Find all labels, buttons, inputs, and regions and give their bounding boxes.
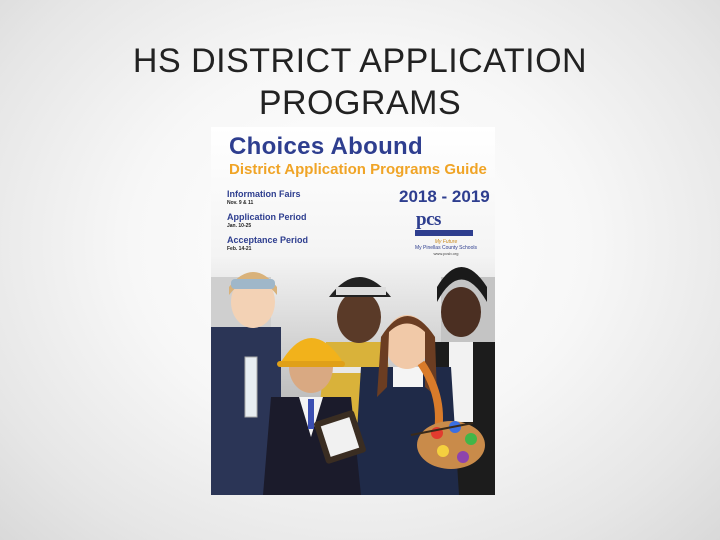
- school-year: 2018 - 2019: [399, 187, 490, 206]
- info-fairs-label: Information Fairs: [227, 189, 301, 199]
- tagline-small: My Future: [434, 239, 458, 245]
- cover-title: Choices Abound: [229, 133, 423, 160]
- acceptance-period-label: Acceptance Period: [227, 235, 309, 245]
- guide-cover-image: [211, 127, 495, 495]
- slide-title: HS DISTRICT APPLICATION PROGRAMS: [132, 42, 588, 122]
- info-fairs-block: [227, 189, 301, 206]
- pcs-logo: pcs: [416, 209, 441, 230]
- application-period-label: Application Period: [227, 212, 307, 222]
- acceptance-period-block: [227, 235, 308, 252]
- students-photo: [211, 127, 495, 495]
- pcs-logo-ribbon: [415, 230, 473, 236]
- acceptance-period-date: Feb. 14-21: [227, 246, 252, 252]
- tagline: [406, 239, 486, 251]
- tagline-main: My Pinellas County Schools: [415, 245, 477, 251]
- website-text: www.pcsb.org: [433, 251, 459, 256]
- info-fairs-date: Nov. 9 & 11: [227, 200, 254, 206]
- cover-subtitle: District Application Programs Guide: [229, 161, 487, 178]
- application-period-date: Jan. 10-25: [227, 223, 252, 229]
- application-period-block: [227, 212, 307, 229]
